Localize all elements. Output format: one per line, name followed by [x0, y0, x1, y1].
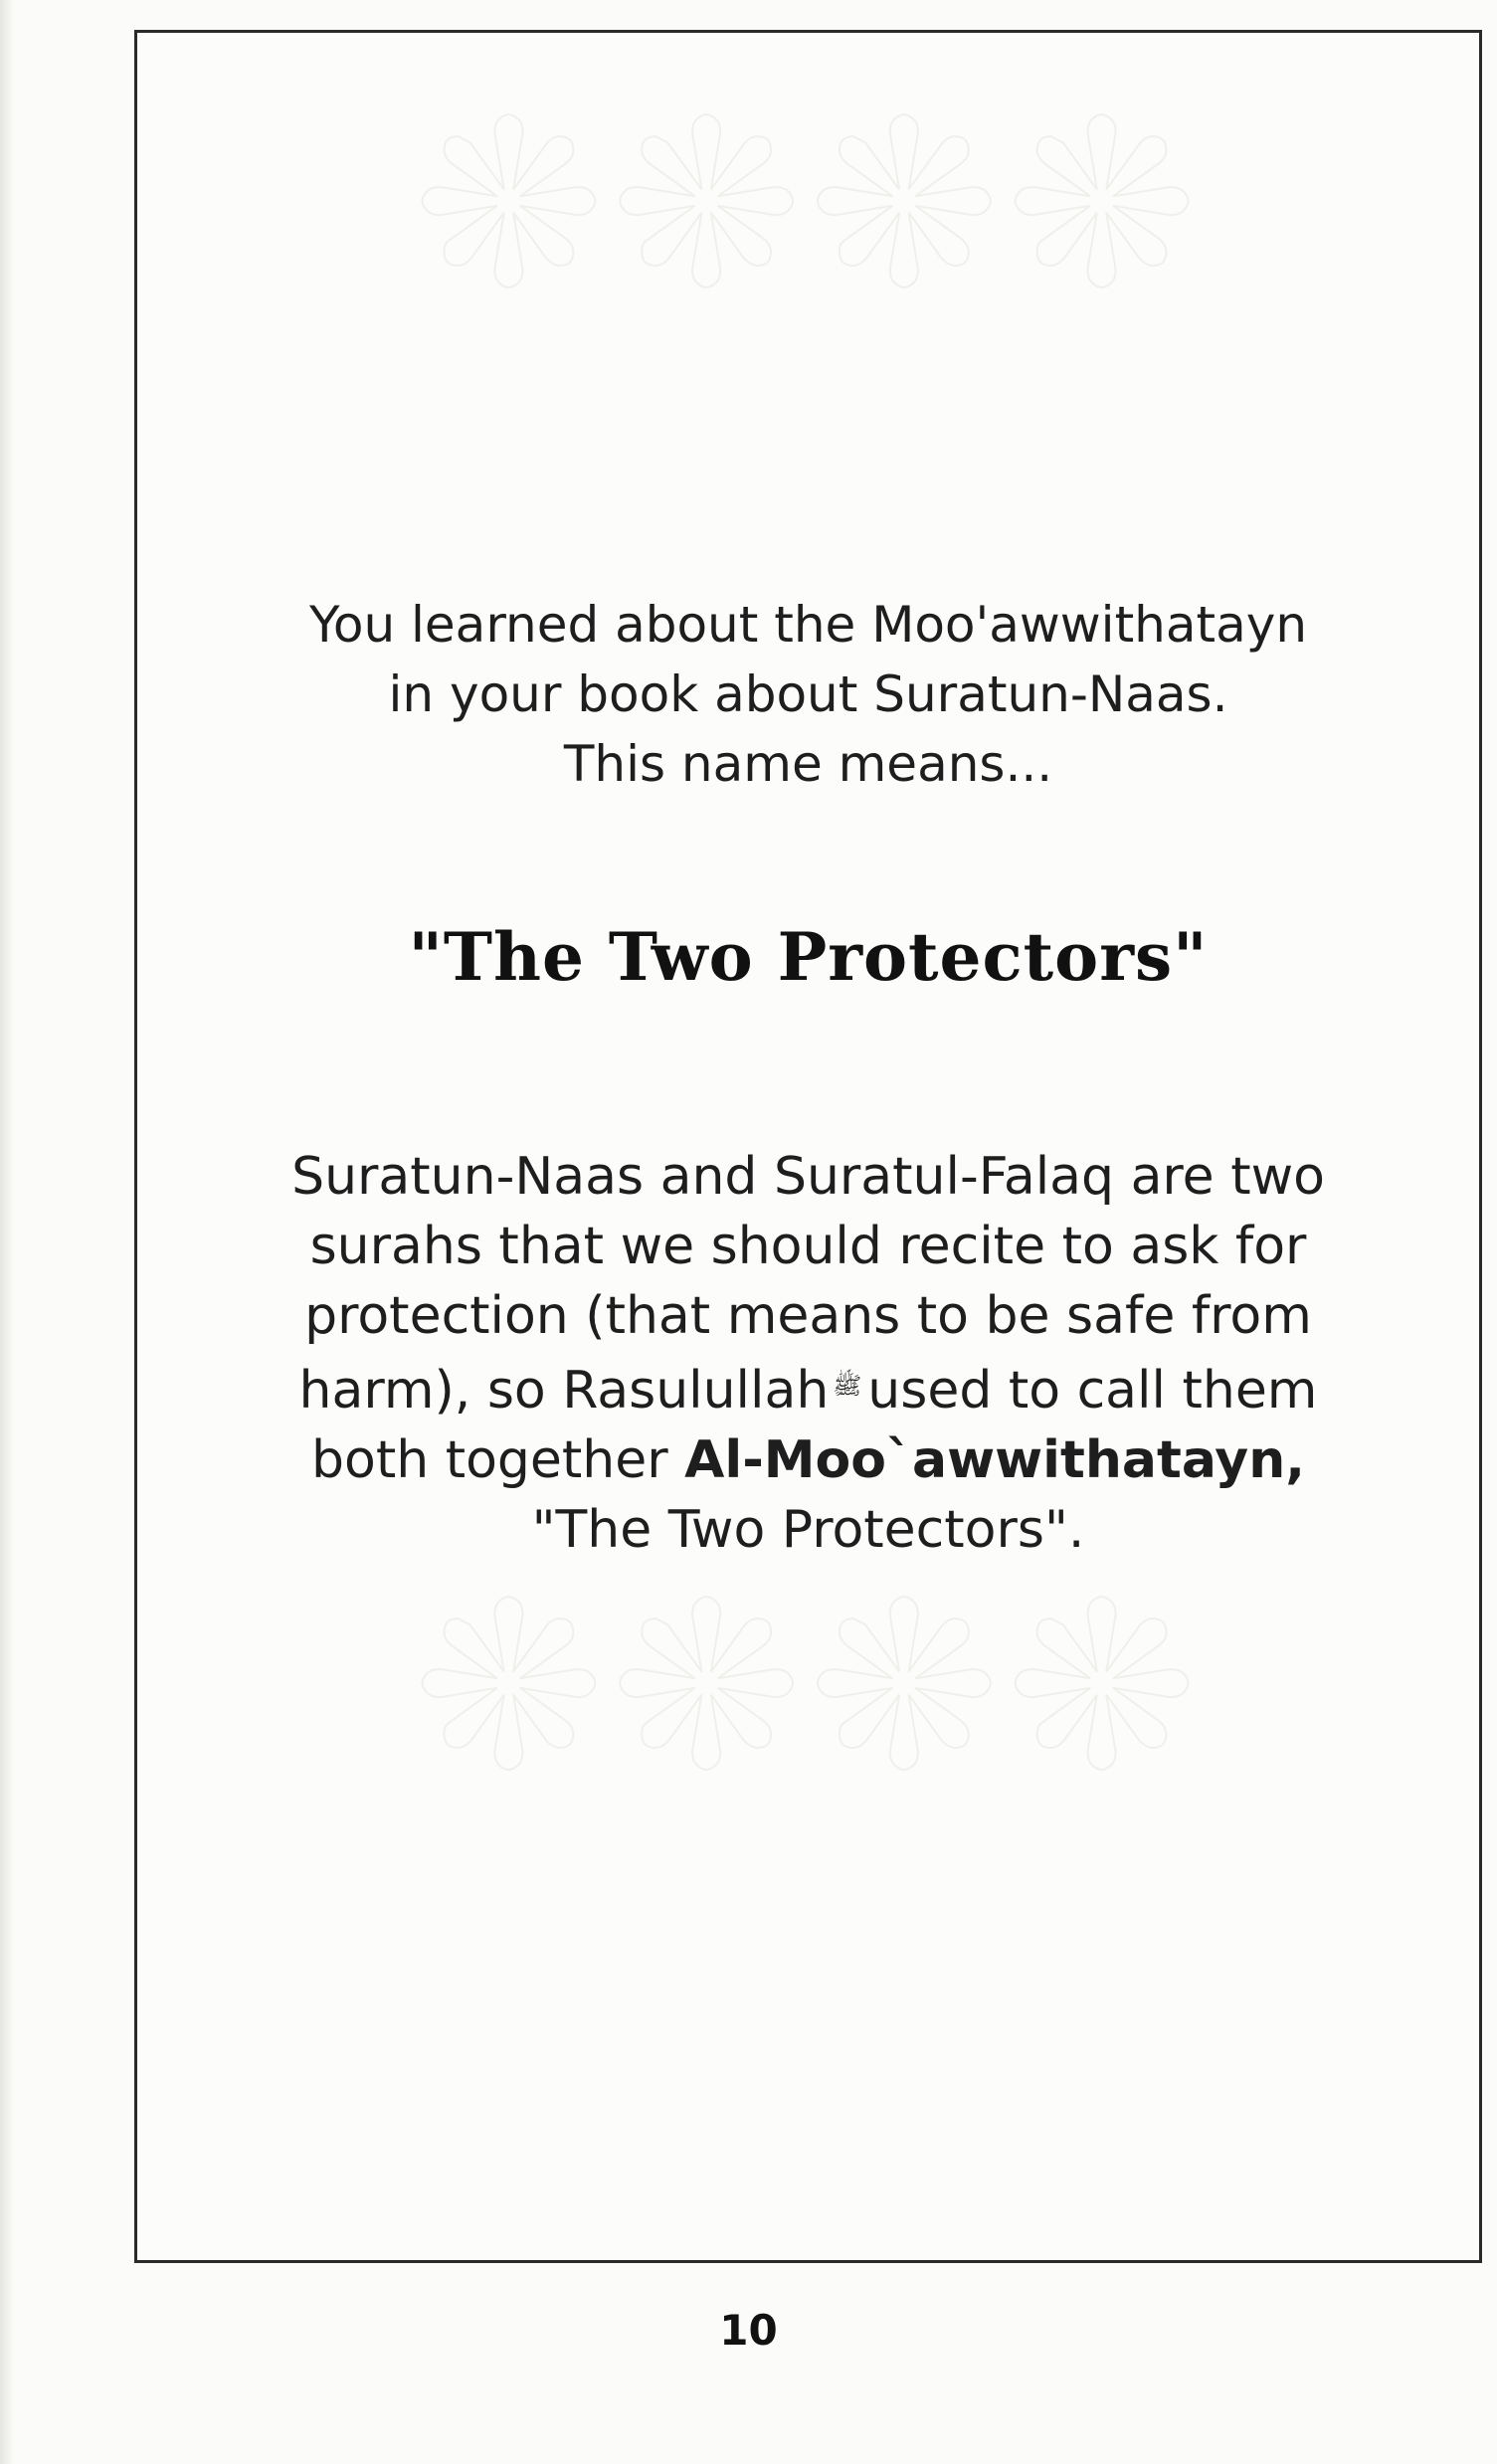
bold-term: Al-Moo`awwithatayn, — [684, 1430, 1305, 1490]
intro-line: This name means... — [563, 735, 1053, 793]
page-number: 10 — [719, 2306, 778, 2355]
body-line: protection (that means to be safe from — [304, 1286, 1312, 1346]
body-line — [137, 1425, 1479, 1495]
intro-line: You learned about the Moo'awwithatayn — [308, 596, 1308, 654]
body-line — [137, 1351, 1479, 1425]
page-frame — [134, 30, 1482, 2263]
intro-line: in your book about Suratun-Naas. — [388, 665, 1228, 723]
intro-paragraph — [137, 590, 1479, 799]
body-line: "The Two Protectors". — [531, 1500, 1085, 1560]
body-text-span: both together — [311, 1430, 685, 1490]
body-paragraph — [137, 1142, 1479, 1565]
ghost-lettering: ❋❋❋❋ — [413, 1556, 1204, 1821]
body-line: surahs that we should recite to ask for — [309, 1217, 1307, 1276]
body-text-span: harm), so Rasulullah — [298, 1361, 830, 1421]
body-text-span: used to call them — [867, 1361, 1318, 1421]
salawat-symbol: ﷺ — [833, 1372, 862, 1400]
ghost-lettering: ❋❋❋❋ — [413, 74, 1204, 339]
title-the-two-protectors: "The Two Protectors" — [408, 918, 1209, 996]
body-line: Suratun-Naas and Suratul-Falaq are two — [291, 1147, 1325, 1207]
page-edge — [0, 0, 14, 2464]
